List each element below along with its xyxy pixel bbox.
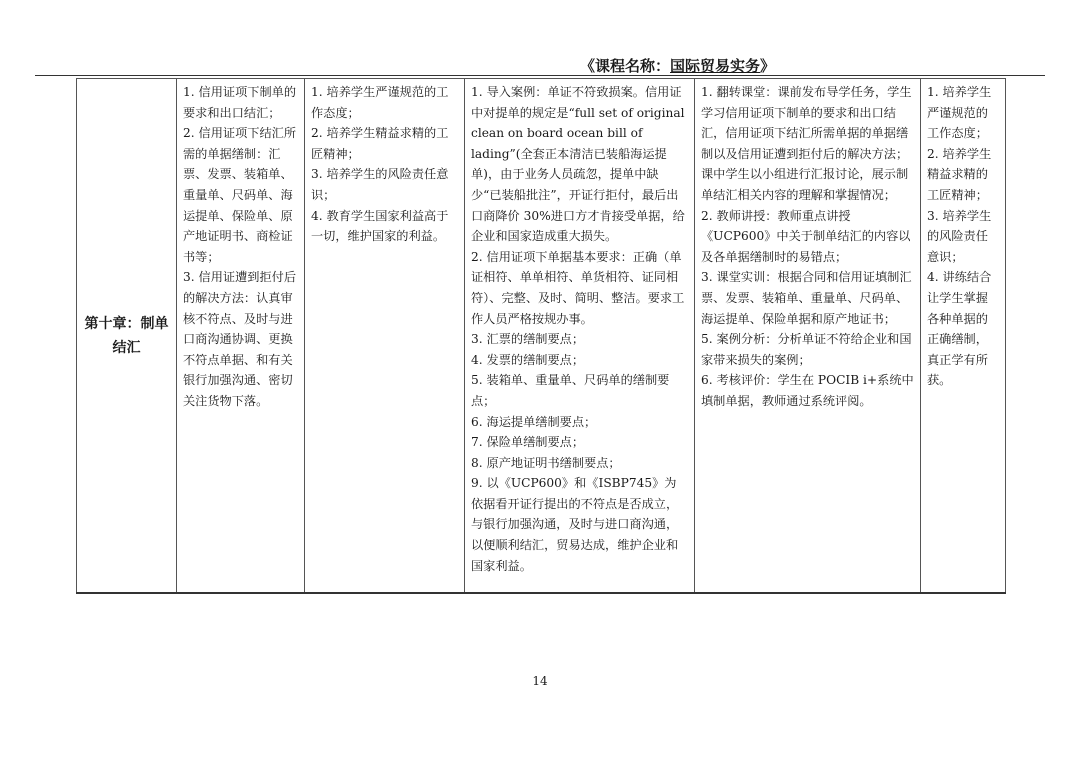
integration-item: 8. 原产地证明书缮制要点； — [471, 455, 621, 470]
method-item: 6. 考核评价：学生在 POCIB i+系统中填制单据，教师通过系统评阅。 — [701, 373, 914, 408]
ideology-item: 4. 教育学生国家利益高于一切，维护国家的利益。 — [311, 208, 449, 244]
goal-item: 4. 讲练结合让学生掌握各种单据的正确缮制，真正学有所获。 — [927, 270, 992, 388]
chapter-title: 第十章：制单结汇 — [84, 315, 169, 356]
page-number: 14 — [532, 674, 548, 688]
method-item: 1. 翻转课堂：课前发布导学任务，学生学习信用证项下制单的要求和出口结汇，信用证项下结汇所需单据的单据缮制以及信用证遭到拒付后的解决方法；课中学生以小组进行汇报讨论，展示制单结汇相关内容的理解和掌握情况； — [701, 85, 912, 202]
syllabus-table — [76, 78, 1006, 594]
table-row — [77, 79, 1006, 594]
goal-item: 3. 培养学生的风险责任意识； — [927, 208, 992, 264]
content-item: 3. 信用证遭到拒付后的解决方法：认真审核不符点、及时与进口商沟通协调、更换不符点单据、和有关银行加强沟通、密切关注货物下落。 — [183, 270, 297, 408]
method-item: 5. 案例分析：分析单证不符给企业和国家带来损失的案例； — [701, 332, 912, 367]
course-title-suffix: 》 — [760, 57, 776, 75]
ideology-cell — [305, 79, 465, 594]
integration-item: 5. 装箱单、重量单、尺码单的缮制要点； — [471, 373, 670, 408]
ideology-item: 3. 培养学生的风险责任意识； — [311, 167, 449, 202]
integration-item: 1. 导入案例：单证不符致损案。信用证中对提单的规定是“full set of original clean on board ocean bill of lading”(全套正本清洁已装船海运提单)，由于业务人员疏忽，提单中缺少“已装船批注”，开证行拒付，最后出口商降价 30%进口方才肯接受单据，给企业和国家造成重大损失。 — [471, 85, 685, 244]
method-item: 2. 教师讲授：教师重点讲授《UCP600》中关于制单结汇的内容以及各单据缮制时的易错点； — [701, 208, 911, 264]
integration-item: 4. 发票的缮制要点； — [471, 352, 585, 367]
goal-item: 2. 培养学生精益求精的工匠精神； — [927, 146, 992, 202]
course-name: 国际贸易实务 — [670, 57, 761, 75]
header-divider — [35, 75, 1045, 76]
integration-item: 7. 保险单缮制要点； — [471, 435, 585, 450]
ideology-item: 2. 培养学生精益求精的工匠精神； — [311, 126, 449, 161]
content-cell — [177, 79, 305, 594]
course-title — [580, 55, 840, 76]
integration-item: 3. 汇票的缮制要点； — [471, 332, 585, 347]
integration-cell — [465, 79, 695, 594]
chapter-cell — [77, 79, 177, 594]
method-item: 3. 课堂实训：根据合同和信用证填制汇票、发票、装箱单、重量单、尺码单、海运提单、保险单据和原产地证书； — [701, 270, 912, 326]
content-item: 1. 信用证项下制单的要求和出口结汇； — [183, 85, 297, 120]
ideology-item: 1. 培养学生严谨规范的工作态度； — [311, 85, 449, 120]
integration-item: 6. 海运提单缮制要点； — [471, 414, 597, 429]
goal-item: 1. 培养学生严谨规范的工作态度； — [927, 85, 992, 141]
content-item: 2. 信用证项下结汇所需的单据缮制：汇票、发票、装箱单、重量单、尺码单、海运提单、保险单、原产地证明书、商检证书等； — [183, 126, 297, 264]
goals-cell — [921, 79, 1006, 594]
integration-item: 2. 信用证项下单据基本要求：正确（单证相符、单单相符、单货相符、证同相符）、完整、及时、简明、整洁。要求工作人员严格按规办事。 — [471, 249, 685, 326]
integration-item: 9. 以《UCP600》和《ISBP745》为依据看开证行提出的不符点是否成立，与银行加强沟通，及时与进口商沟通，以便顺利结汇，贸易达成，维护企业和国家利益。 — [471, 476, 679, 573]
methods-cell — [695, 79, 921, 594]
course-title-prefix: 《课程名称： — [580, 57, 671, 75]
